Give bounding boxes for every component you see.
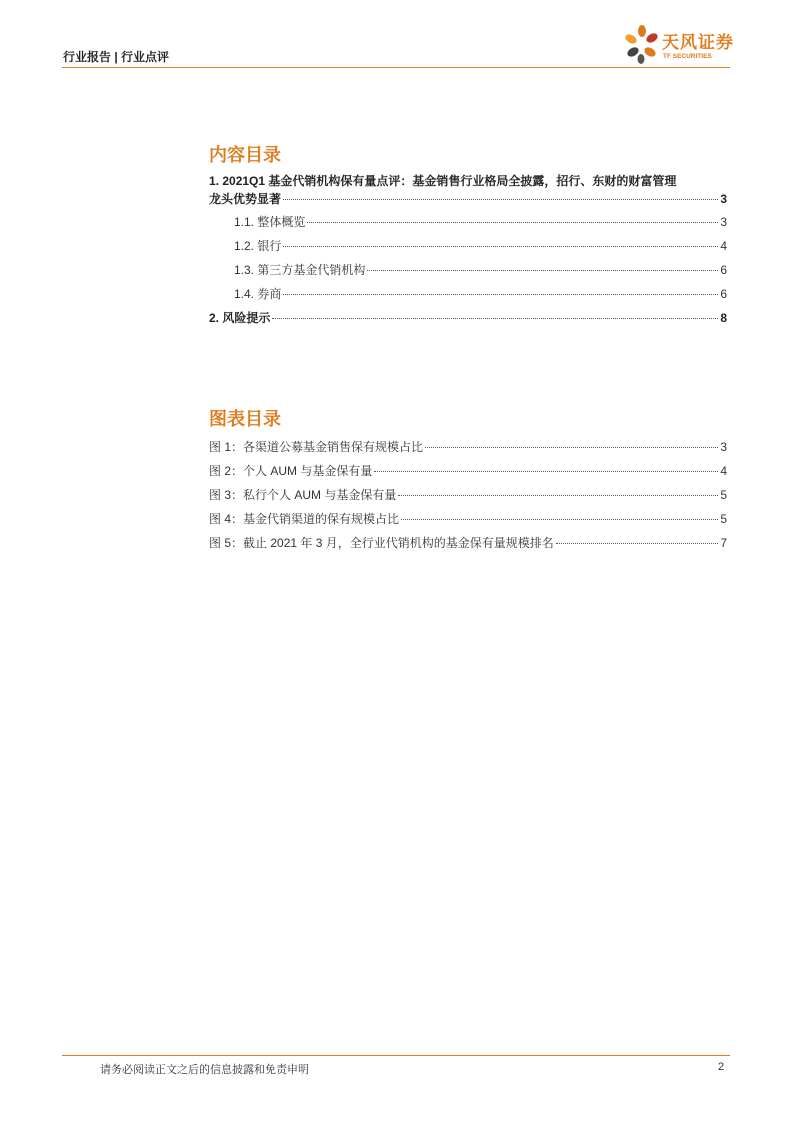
toc-page-number: 3 [720, 215, 727, 229]
figure-item-2[interactable] [209, 462, 727, 479]
figure-item-label: 图 5：截止 2021 年 3 月，全行业代销机构的基金保有量规模排名 [209, 536, 554, 550]
figure-page-number: 3 [720, 440, 727, 454]
figure-item-4[interactable] [209, 510, 727, 527]
toc-leader [425, 447, 718, 448]
figure-item-1[interactable] [209, 438, 727, 455]
figure-item-3[interactable] [209, 486, 727, 503]
figure-page-number: 4 [720, 464, 727, 478]
toc-leader [367, 270, 718, 271]
toc-item-label: 1.1. 整体概览 [234, 215, 306, 229]
toc-page-number: 6 [720, 287, 727, 301]
report-category: 行业报告 | 行业点评 [63, 50, 170, 64]
header-divider [62, 67, 730, 68]
toc-item-1-4[interactable] [234, 285, 727, 302]
toc-leader [307, 222, 718, 223]
figure-item-label: 图 1：各渠道公募基金销售保有规模占比 [209, 440, 424, 454]
figure-page-number: 5 [720, 512, 727, 526]
toc-leader [398, 495, 718, 496]
toc-page-number: 8 [720, 311, 727, 325]
toc-item-label: 1.2. 银行 [234, 239, 282, 253]
toc-leader [556, 543, 719, 544]
company-logo [622, 22, 734, 68]
toc-page-number: 4 [720, 239, 727, 253]
toc-item-1-3[interactable] [234, 261, 727, 278]
toc-leader [272, 318, 718, 319]
figure-page-number: 7 [720, 536, 727, 550]
figure-item-label: 图 3：私行个人 AUM 与基金保有量 [209, 488, 397, 502]
toc-item-label: 1.4. 券商 [234, 287, 282, 301]
toc-item-1-1[interactable] [234, 213, 727, 230]
toc-page-number: 3 [720, 192, 727, 206]
figure-item-label: 图 4：基金代销渠道的保有规模占比 [209, 512, 400, 526]
toc-leader [283, 199, 718, 200]
toc-item-1-line2: 龙头优势显著 [209, 192, 282, 206]
toc-page-number: 6 [720, 263, 727, 277]
footer-divider [62, 1055, 730, 1056]
toc-leader [374, 471, 718, 472]
figure-item-5[interactable] [209, 534, 727, 551]
figures-title: 图表目录 [209, 409, 281, 429]
logo-petals-icon [622, 22, 662, 68]
toc-item-label: 2. 风险提示 [209, 311, 271, 325]
toc-item-1-line1[interactable]: 1. 2021Q1 基金代销机构保有量点评：基金销售行业格局全披露，招行、东财的财富管理 [209, 174, 677, 188]
figure-item-label: 图 2：个人 AUM 与基金保有量 [209, 464, 373, 478]
toc-item-label: 1.3. 第三方基金代销机构 [234, 263, 366, 277]
page-number: 2 [718, 1061, 725, 1073]
footer-disclaimer: 请务必阅读正文之后的信息披露和免责申明 [100, 1064, 309, 1076]
toc-item-1[interactable] [209, 190, 727, 207]
figure-page-number: 5 [720, 488, 727, 502]
toc-item-2[interactable] [209, 309, 727, 326]
logo-english-name: TF SECURITIES [663, 53, 712, 60]
toc-title: 内容目录 [209, 145, 281, 165]
toc-item-1-2[interactable] [234, 237, 727, 254]
logo-chinese-name: 天风证券 [662, 33, 734, 52]
toc-leader [283, 294, 718, 295]
toc-leader [283, 246, 718, 247]
toc-leader [401, 519, 718, 520]
